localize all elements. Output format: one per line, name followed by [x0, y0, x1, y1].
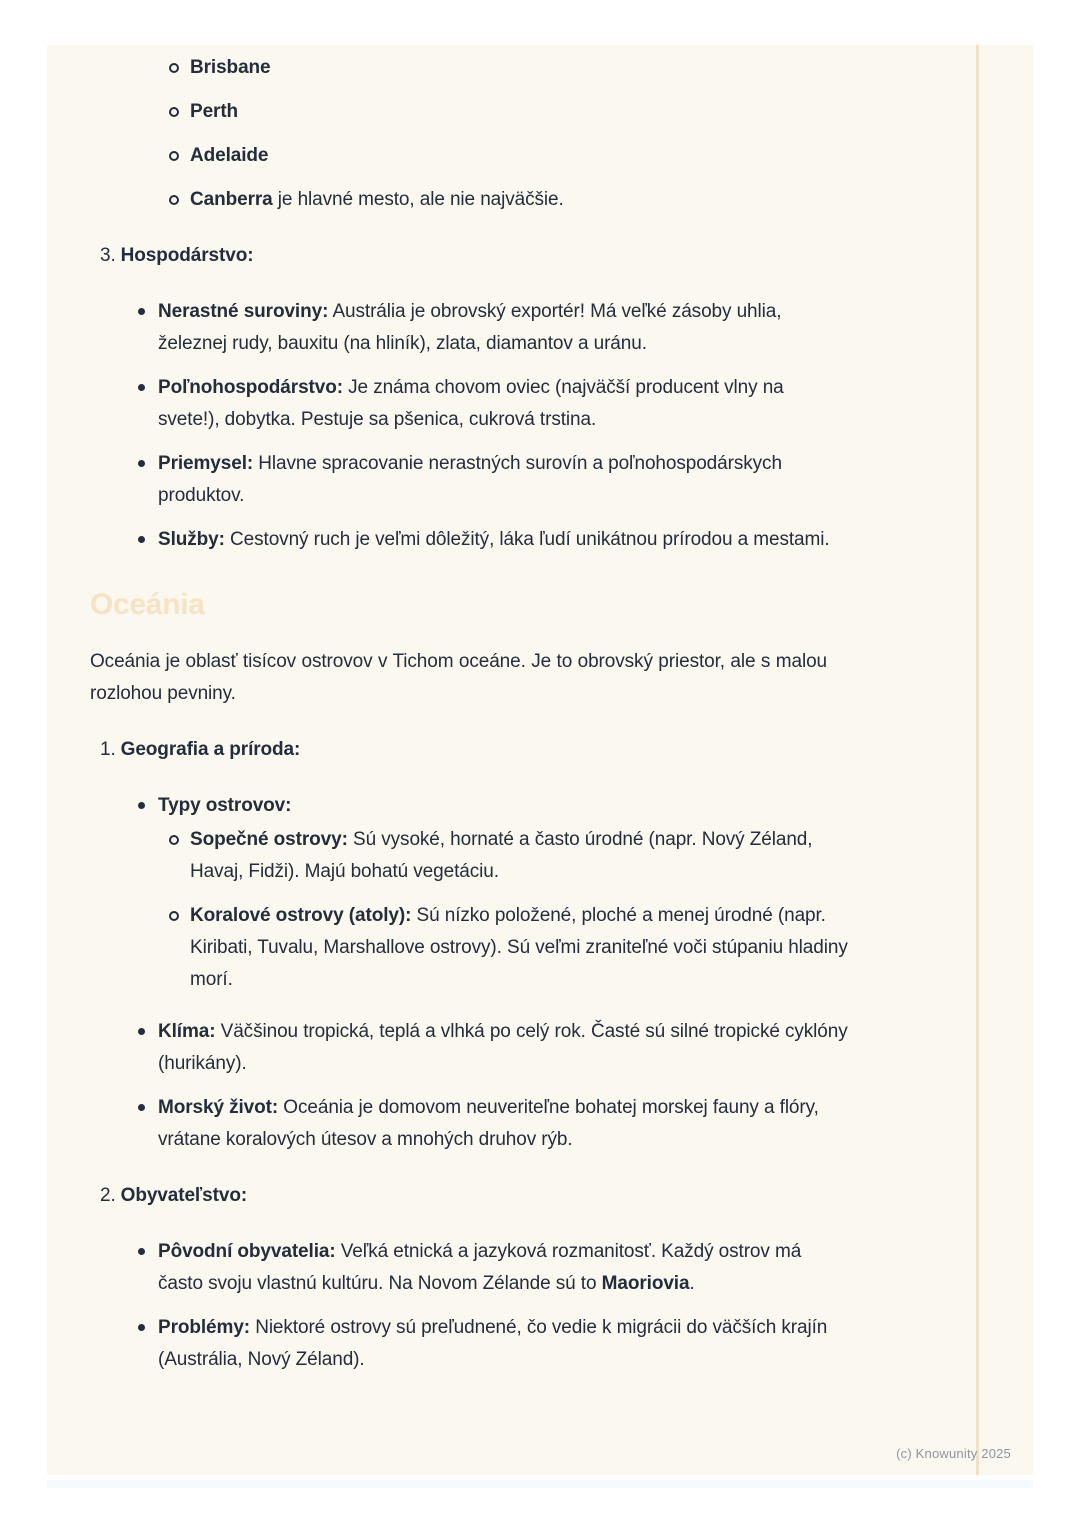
- next-page-edge: [47, 1480, 1033, 1488]
- text-run: .: [689, 1273, 695, 1294]
- list-item-coral-islands: [190, 900, 850, 996]
- text-run: je hlavné mesto, ale nie najväčšie.: [272, 189, 564, 210]
- economy-list: [47, 296, 1033, 556]
- section-heading-population: [100, 1180, 1033, 1212]
- text-run: Je známa chovom oviec (najväčší producent vlny na svete!), dobytka. Pestuje sa pšenica, cukrová trstina.: [158, 377, 784, 430]
- list-item-industry: [158, 448, 850, 512]
- text-run: Problémy:: [158, 1317, 251, 1338]
- text-run: Pôvodní obyvatelia:: [158, 1241, 336, 1262]
- list-item-canberra: [190, 184, 852, 216]
- text-run: Hlavne spracovanie nerastných surovín a poľnohospodárskych produktov.: [158, 453, 782, 506]
- section-heading-geography: [100, 734, 1033, 766]
- text-run: Klíma:: [158, 1021, 216, 1042]
- section-number: 3.: [100, 245, 116, 266]
- list-item-mineral-resources: [158, 296, 850, 360]
- list-item-volcanic-islands: [190, 824, 850, 888]
- list-item-problems: [158, 1312, 850, 1376]
- australian-cities-list: [47, 52, 1033, 216]
- section-title: Obyvateľstvo:: [120, 1185, 248, 1206]
- list-item-adelaide: [190, 140, 852, 172]
- island-types-sublist: [158, 824, 850, 996]
- geography-list: [47, 790, 1033, 1156]
- list-item-services: [158, 524, 850, 556]
- text-run: Sú nízko položené, ploché a menej úrodné (napr. Kiribati, Tuvalu, Marshallove ostrovy). Sú veľmi zraniteľné voči stúpaniu hladiny morí.: [190, 905, 848, 990]
- list-item-brisbane: [190, 52, 852, 84]
- list-item-native-inhabitants: [158, 1236, 850, 1300]
- text-run: Morský život:: [158, 1097, 279, 1118]
- list-item-agriculture: [158, 372, 850, 436]
- section-heading-economy: [100, 240, 1033, 272]
- text-run: Canberra: [190, 189, 273, 210]
- notes-card: [47, 45, 1033, 1475]
- text-run: Maoriovia: [601, 1273, 690, 1294]
- text-run: Typy ostrovov:: [158, 795, 292, 816]
- text-run: Väčšinou tropická, teplá a vlhká po celý rok. Časté sú silné tropické cyklóny (hurikány).: [158, 1021, 848, 1074]
- list-item-perth: [190, 96, 852, 128]
- list-item-marine-life: [158, 1092, 850, 1156]
- text-run: Perth: [190, 101, 239, 122]
- list-item-climate: [158, 1016, 850, 1080]
- section-number: 2.: [100, 1185, 116, 1206]
- island-types-label: [158, 795, 291, 816]
- text-run: Niektoré ostrovy sú preľudnené, čo vedie k migrácii do väčších krajín (Austrália, Nový Zéland).: [158, 1317, 828, 1370]
- text-run: Brisbane: [190, 57, 271, 78]
- text-run: Poľnohospodárstvo:: [158, 377, 343, 398]
- text-run: Služby:: [158, 529, 225, 550]
- text-run: Priemysel:: [158, 453, 254, 474]
- text-run: Oceánia je domovom neuveriteľne bohatej morskej fauny a flóry, vrátane koralových útesov a mnohých druhov rýb.: [158, 1097, 819, 1150]
- text-run: Austrália je obrovský exportér! Má veľké zásoby uhlia, železnej rudy, bauxitu (na hliník), zlata, diamantov a uránu.: [158, 301, 782, 354]
- population-list: [47, 1236, 1033, 1376]
- notes-content: [47, 45, 1033, 1376]
- text-run: Adelaide: [190, 145, 269, 166]
- text-run: Sopečné ostrovy:: [190, 829, 348, 850]
- oceania-heading: Oceánia: [90, 588, 205, 621]
- text-run: Sú vysoké, hornaté a často úrodné (napr. Nový Zéland, Havaj, Fidži). Majú bohatú vegetáciu.: [190, 829, 813, 882]
- section-title: Geografia a príroda:: [120, 739, 301, 760]
- text-run: Nerastné suroviny:: [158, 301, 329, 322]
- list-item-island-types: [158, 790, 850, 996]
- text-run: Koralové ostrovy (atoly):: [190, 905, 412, 926]
- oceania-intro-paragraph: [90, 646, 827, 710]
- section-number: 1.: [100, 739, 116, 760]
- text-run: Cestovný ruch je veľmi dôležitý, láka ľudí unikátnou prírodou a mestami.: [224, 529, 830, 550]
- text-run: Oceánia je oblasť tisícov ostrovov v Tichom oceáne. Je to obrovský priestor, ale s malou rozlohou pevniny.: [90, 651, 827, 704]
- text-run: Veľká etnická a jazyková rozmanitosť. Každý ostrov má často svoju vlastnú kultúru. Na Novom Zélande sú to: [158, 1241, 802, 1294]
- copyright-note: (c) Knowunity 2025: [896, 1446, 1011, 1461]
- section-title: Hospodárstvo:: [120, 245, 254, 266]
